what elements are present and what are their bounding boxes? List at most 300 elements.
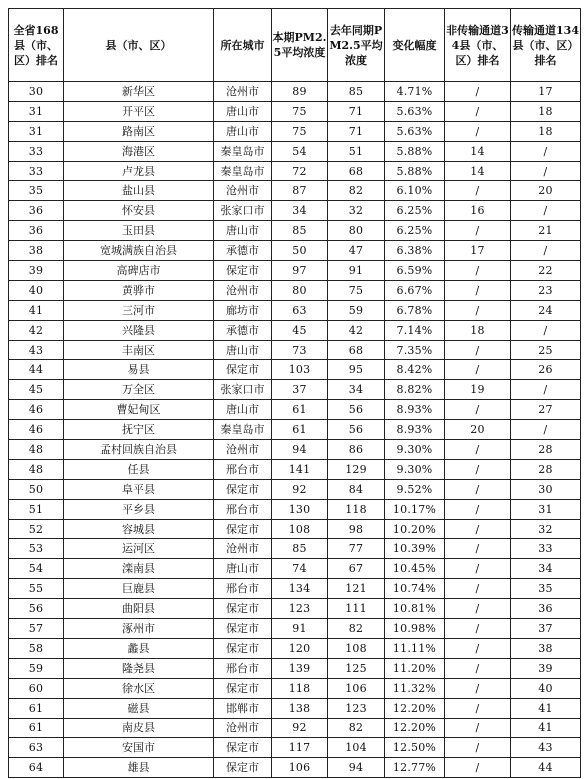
city-cell: 承德市 <box>214 320 272 340</box>
city-cell: 沧州市 <box>214 280 272 300</box>
non-channel-rank-cell: / <box>445 400 511 420</box>
non-channel-rank-cell: / <box>445 261 511 281</box>
county-cell: 高碑店市 <box>64 261 214 281</box>
current-pm25-cell: 130 <box>272 499 328 519</box>
non-channel-rank-cell: / <box>445 698 511 718</box>
current-pm25-cell: 97 <box>272 261 328 281</box>
current-pm25-cell: 117 <box>272 738 328 758</box>
channel-rank-cell: 41 <box>511 718 581 738</box>
table-row <box>9 400 581 420</box>
current-pm25-cell: 103 <box>272 360 328 380</box>
change-rate-cell: 7.14% <box>385 320 445 340</box>
current-pm25-cell: 108 <box>272 519 328 539</box>
channel-rank-cell: 21 <box>511 221 581 241</box>
city-cell: 保定市 <box>214 360 272 380</box>
rank-cell: 36 <box>9 221 64 241</box>
table-row <box>9 161 581 181</box>
current-pm25-cell: 94 <box>272 440 328 460</box>
city-cell: 沧州市 <box>214 82 272 102</box>
last-year-pm25-cell: 59 <box>328 300 385 320</box>
change-rate-cell: 6.67% <box>385 280 445 300</box>
table-row <box>9 241 581 261</box>
county-cell: 徐水区 <box>64 678 214 698</box>
non-channel-rank-cell: / <box>445 658 511 678</box>
city-cell: 秦皇岛市 <box>214 161 272 181</box>
current-pm25-cell: 92 <box>272 718 328 738</box>
change-rate-cell: 7.35% <box>385 340 445 360</box>
change-rate-cell: 12.50% <box>385 738 445 758</box>
rank-cell: 30 <box>9 82 64 102</box>
change-rate-cell: 10.39% <box>385 539 445 559</box>
table-row <box>9 181 581 201</box>
rank-cell: 61 <box>9 698 64 718</box>
current-pm25-cell: 34 <box>272 201 328 221</box>
column-header-current-pm25: 本期PM2.5平均浓度 <box>272 9 328 82</box>
non-channel-rank-cell: / <box>445 479 511 499</box>
city-cell: 张家口市 <box>214 201 272 221</box>
county-cell: 卢龙县 <box>64 161 214 181</box>
channel-rank-cell: / <box>511 320 581 340</box>
table-row <box>9 360 581 380</box>
county-cell: 玉田县 <box>64 221 214 241</box>
city-cell: 保定市 <box>214 678 272 698</box>
non-channel-rank-cell: 19 <box>445 380 511 400</box>
column-header-change-rate: 变化幅度 <box>385 9 445 82</box>
last-year-pm25-cell: 106 <box>328 678 385 698</box>
current-pm25-cell: 75 <box>272 121 328 141</box>
non-channel-rank-cell: / <box>445 619 511 639</box>
non-channel-rank-cell: / <box>445 280 511 300</box>
county-cell: 开平区 <box>64 101 214 121</box>
county-cell: 隆尧县 <box>64 658 214 678</box>
change-rate-cell: 10.98% <box>385 619 445 639</box>
current-pm25-cell: 141 <box>272 459 328 479</box>
last-year-pm25-cell: 71 <box>328 121 385 141</box>
channel-rank-cell: 27 <box>511 400 581 420</box>
last-year-pm25-cell: 82 <box>328 718 385 738</box>
non-channel-rank-cell: / <box>445 678 511 698</box>
non-channel-rank-cell: / <box>445 121 511 141</box>
change-rate-cell: 6.25% <box>385 221 445 241</box>
change-rate-cell: 10.17% <box>385 499 445 519</box>
current-pm25-cell: 123 <box>272 599 328 619</box>
city-cell: 沧州市 <box>214 539 272 559</box>
last-year-pm25-cell: 32 <box>328 201 385 221</box>
county-cell: 海港区 <box>64 141 214 161</box>
current-pm25-cell: 92 <box>272 479 328 499</box>
city-cell: 廊坊市 <box>214 300 272 320</box>
rank-cell: 63 <box>9 738 64 758</box>
non-channel-rank-cell: / <box>445 340 511 360</box>
table-row <box>9 539 581 559</box>
county-cell: 路南区 <box>64 121 214 141</box>
table-row <box>9 638 581 658</box>
city-cell: 邢台市 <box>214 658 272 678</box>
channel-rank-cell: 33 <box>511 539 581 559</box>
city-cell: 唐山市 <box>214 400 272 420</box>
change-rate-cell: 8.42% <box>385 360 445 380</box>
non-channel-rank-cell: / <box>445 519 511 539</box>
channel-rank-cell: 23 <box>511 280 581 300</box>
current-pm25-cell: 120 <box>272 638 328 658</box>
county-cell: 曲阳县 <box>64 599 214 619</box>
county-cell: 安国市 <box>64 738 214 758</box>
table-row <box>9 221 581 241</box>
change-rate-cell: 10.81% <box>385 599 445 619</box>
channel-rank-cell: 37 <box>511 619 581 639</box>
table-row <box>9 380 581 400</box>
rank-cell: 38 <box>9 241 64 261</box>
change-rate-cell: 6.25% <box>385 201 445 221</box>
county-cell: 阜平县 <box>64 479 214 499</box>
table-row <box>9 320 581 340</box>
last-year-pm25-cell: 71 <box>328 101 385 121</box>
channel-rank-cell: 41 <box>511 698 581 718</box>
rank-cell: 46 <box>9 420 64 440</box>
last-year-pm25-cell: 77 <box>328 539 385 559</box>
county-cell: 抚宁区 <box>64 420 214 440</box>
city-cell: 保定市 <box>214 619 272 639</box>
channel-rank-cell: 43 <box>511 738 581 758</box>
table-row <box>9 459 581 479</box>
non-channel-rank-cell: / <box>445 360 511 380</box>
city-cell: 邯郸市 <box>214 698 272 718</box>
county-cell: 万全区 <box>64 380 214 400</box>
county-cell: 丰南区 <box>64 340 214 360</box>
last-year-pm25-cell: 118 <box>328 499 385 519</box>
non-channel-rank-cell: / <box>445 300 511 320</box>
last-year-pm25-cell: 56 <box>328 400 385 420</box>
channel-rank-cell: / <box>511 141 581 161</box>
last-year-pm25-cell: 82 <box>328 619 385 639</box>
table-row <box>9 619 581 639</box>
change-rate-cell: 11.11% <box>385 638 445 658</box>
table-header-row <box>9 9 581 82</box>
non-channel-rank-cell: / <box>445 181 511 201</box>
channel-rank-cell: 40 <box>511 678 581 698</box>
city-cell: 保定市 <box>214 519 272 539</box>
city-cell: 秦皇岛市 <box>214 141 272 161</box>
channel-rank-cell: 25 <box>511 340 581 360</box>
non-channel-rank-cell: / <box>445 559 511 579</box>
change-rate-cell: 8.93% <box>385 400 445 420</box>
city-cell: 保定市 <box>214 758 272 778</box>
channel-rank-cell: / <box>511 201 581 221</box>
rank-cell: 42 <box>9 320 64 340</box>
last-year-pm25-cell: 123 <box>328 698 385 718</box>
rank-cell: 31 <box>9 121 64 141</box>
county-cell: 易县 <box>64 360 214 380</box>
table-row <box>9 141 581 161</box>
city-cell: 沧州市 <box>214 181 272 201</box>
non-channel-rank-cell: 16 <box>445 201 511 221</box>
rank-cell: 51 <box>9 499 64 519</box>
channel-rank-cell: 39 <box>511 658 581 678</box>
last-year-pm25-cell: 86 <box>328 440 385 460</box>
county-cell: 容城县 <box>64 519 214 539</box>
channel-rank-cell: 22 <box>511 261 581 281</box>
rank-cell: 55 <box>9 579 64 599</box>
rank-cell: 58 <box>9 638 64 658</box>
table-row <box>9 599 581 619</box>
table-row <box>9 479 581 499</box>
city-cell: 沧州市 <box>214 440 272 460</box>
current-pm25-cell: 45 <box>272 320 328 340</box>
column-header-city: 所在城市 <box>214 9 272 82</box>
city-cell: 承德市 <box>214 241 272 261</box>
table-row <box>9 758 581 778</box>
change-rate-cell: 8.93% <box>385 420 445 440</box>
channel-rank-cell: / <box>511 161 581 181</box>
channel-rank-cell: 18 <box>511 101 581 121</box>
channel-rank-cell: 35 <box>511 579 581 599</box>
channel-rank-cell: 31 <box>511 499 581 519</box>
city-cell: 唐山市 <box>214 101 272 121</box>
non-channel-rank-cell: / <box>445 82 511 102</box>
rank-cell: 44 <box>9 360 64 380</box>
rank-cell: 33 <box>9 141 64 161</box>
county-cell: 盐山县 <box>64 181 214 201</box>
channel-rank-cell: 26 <box>511 360 581 380</box>
channel-rank-cell: 34 <box>511 559 581 579</box>
last-year-pm25-cell: 51 <box>328 141 385 161</box>
county-cell: 新华区 <box>64 82 214 102</box>
non-channel-rank-cell: / <box>445 539 511 559</box>
county-cell: 巨鹿县 <box>64 579 214 599</box>
channel-rank-cell: 36 <box>511 599 581 619</box>
non-channel-rank-cell: 18 <box>445 320 511 340</box>
channel-rank-cell: 38 <box>511 638 581 658</box>
city-cell: 秦皇岛市 <box>214 420 272 440</box>
table-row <box>9 718 581 738</box>
rank-cell: 59 <box>9 658 64 678</box>
current-pm25-cell: 37 <box>272 380 328 400</box>
table-row <box>9 738 581 758</box>
table-row <box>9 101 581 121</box>
non-channel-rank-cell: / <box>445 579 511 599</box>
column-header-province-rank: 全省168县（市、区）排名 <box>9 9 64 82</box>
table-row <box>9 261 581 281</box>
last-year-pm25-cell: 108 <box>328 638 385 658</box>
last-year-pm25-cell: 82 <box>328 181 385 201</box>
non-channel-rank-cell: / <box>445 440 511 460</box>
city-cell: 邢台市 <box>214 579 272 599</box>
change-rate-cell: 4.71% <box>385 82 445 102</box>
county-cell: 三河市 <box>64 300 214 320</box>
city-cell: 唐山市 <box>214 559 272 579</box>
rank-cell: 41 <box>9 300 64 320</box>
rank-cell: 46 <box>9 400 64 420</box>
change-rate-cell: 11.32% <box>385 678 445 698</box>
change-rate-cell: 8.82% <box>385 380 445 400</box>
county-cell: 孟村回族自治县 <box>64 440 214 460</box>
city-cell: 邢台市 <box>214 499 272 519</box>
rank-cell: 54 <box>9 559 64 579</box>
county-cell: 任县 <box>64 459 214 479</box>
change-rate-cell: 9.30% <box>385 459 445 479</box>
table-row <box>9 519 581 539</box>
current-pm25-cell: 85 <box>272 539 328 559</box>
channel-rank-cell: / <box>511 380 581 400</box>
county-cell: 怀安县 <box>64 201 214 221</box>
county-cell: 涿州市 <box>64 619 214 639</box>
change-rate-cell: 10.45% <box>385 559 445 579</box>
county-cell: 黄骅市 <box>64 280 214 300</box>
change-rate-cell: 6.10% <box>385 181 445 201</box>
last-year-pm25-cell: 68 <box>328 340 385 360</box>
change-rate-cell: 12.20% <box>385 718 445 738</box>
channel-rank-cell: 28 <box>511 459 581 479</box>
non-channel-rank-cell: / <box>445 599 511 619</box>
last-year-pm25-cell: 95 <box>328 360 385 380</box>
last-year-pm25-cell: 75 <box>328 280 385 300</box>
rank-cell: 64 <box>9 758 64 778</box>
city-cell: 保定市 <box>214 479 272 499</box>
table-row <box>9 420 581 440</box>
current-pm25-cell: 91 <box>272 619 328 639</box>
rank-cell: 57 <box>9 619 64 639</box>
current-pm25-cell: 74 <box>272 559 328 579</box>
current-pm25-cell: 75 <box>272 101 328 121</box>
table-row <box>9 82 581 102</box>
last-year-pm25-cell: 68 <box>328 161 385 181</box>
column-header-non-channel-rank: 非传输通道34县（市、区）排名 <box>445 9 511 82</box>
last-year-pm25-cell: 91 <box>328 261 385 281</box>
county-cell: 雄县 <box>64 758 214 778</box>
rank-cell: 43 <box>9 340 64 360</box>
change-rate-cell: 6.78% <box>385 300 445 320</box>
city-cell: 保定市 <box>214 738 272 758</box>
county-cell: 滦南县 <box>64 559 214 579</box>
channel-rank-cell: 28 <box>511 440 581 460</box>
table-row <box>9 440 581 460</box>
non-channel-rank-cell: 17 <box>445 241 511 261</box>
current-pm25-cell: 85 <box>272 221 328 241</box>
county-cell: 曹妃甸区 <box>64 400 214 420</box>
current-pm25-cell: 134 <box>272 579 328 599</box>
non-channel-rank-cell: / <box>445 499 511 519</box>
current-pm25-cell: 80 <box>272 280 328 300</box>
county-cell: 南皮县 <box>64 718 214 738</box>
current-pm25-cell: 61 <box>272 420 328 440</box>
rank-cell: 61 <box>9 718 64 738</box>
non-channel-rank-cell: / <box>445 459 511 479</box>
current-pm25-cell: 139 <box>272 658 328 678</box>
rank-cell: 52 <box>9 519 64 539</box>
last-year-pm25-cell: 56 <box>328 420 385 440</box>
channel-rank-cell: 30 <box>511 479 581 499</box>
city-cell: 邢台市 <box>214 459 272 479</box>
current-pm25-cell: 63 <box>272 300 328 320</box>
rank-cell: 48 <box>9 459 64 479</box>
last-year-pm25-cell: 98 <box>328 519 385 539</box>
change-rate-cell: 9.30% <box>385 440 445 460</box>
channel-rank-cell: 24 <box>511 300 581 320</box>
current-pm25-cell: 54 <box>272 141 328 161</box>
county-cell: 磁县 <box>64 698 214 718</box>
change-rate-cell: 6.59% <box>385 261 445 281</box>
rank-cell: 39 <box>9 261 64 281</box>
non-channel-rank-cell: / <box>445 718 511 738</box>
county-cell: 兴隆县 <box>64 320 214 340</box>
table-row <box>9 340 581 360</box>
last-year-pm25-cell: 94 <box>328 758 385 778</box>
last-year-pm25-cell: 85 <box>328 82 385 102</box>
channel-rank-cell: 17 <box>511 82 581 102</box>
channel-rank-cell: 32 <box>511 519 581 539</box>
current-pm25-cell: 89 <box>272 82 328 102</box>
rank-cell: 40 <box>9 280 64 300</box>
last-year-pm25-cell: 42 <box>328 320 385 340</box>
rank-cell: 60 <box>9 678 64 698</box>
current-pm25-cell: 73 <box>272 340 328 360</box>
city-cell: 唐山市 <box>214 340 272 360</box>
rank-cell: 45 <box>9 380 64 400</box>
table-row <box>9 121 581 141</box>
county-cell: 宽城满族自治县 <box>64 241 214 261</box>
table-body <box>9 82 581 778</box>
county-cell: 平乡县 <box>64 499 214 519</box>
column-header-channel-rank: 传输通道134县（市、区）排名 <box>511 9 581 82</box>
column-header-last-year-pm25: 去年同期PM2.5平均浓度 <box>328 9 385 82</box>
change-rate-cell: 5.88% <box>385 161 445 181</box>
change-rate-cell: 6.38% <box>385 241 445 261</box>
change-rate-cell: 5.63% <box>385 121 445 141</box>
current-pm25-cell: 87 <box>272 181 328 201</box>
city-cell: 沧州市 <box>214 718 272 738</box>
last-year-pm25-cell: 67 <box>328 559 385 579</box>
channel-rank-cell: / <box>511 420 581 440</box>
non-channel-rank-cell: 14 <box>445 141 511 161</box>
current-pm25-cell: 138 <box>272 698 328 718</box>
county-cell: 运河区 <box>64 539 214 559</box>
city-cell: 保定市 <box>214 599 272 619</box>
change-rate-cell: 9.52% <box>385 479 445 499</box>
rank-cell: 48 <box>9 440 64 460</box>
last-year-pm25-cell: 84 <box>328 479 385 499</box>
table-row <box>9 280 581 300</box>
table-row <box>9 678 581 698</box>
last-year-pm25-cell: 80 <box>328 221 385 241</box>
change-rate-cell: 11.20% <box>385 658 445 678</box>
city-cell: 唐山市 <box>214 121 272 141</box>
non-channel-rank-cell: 14 <box>445 161 511 181</box>
non-channel-rank-cell: 20 <box>445 420 511 440</box>
non-channel-rank-cell: / <box>445 738 511 758</box>
last-year-pm25-cell: 129 <box>328 459 385 479</box>
current-pm25-cell: 61 <box>272 400 328 420</box>
pm25-ranking-table <box>8 8 581 778</box>
last-year-pm25-cell: 104 <box>328 738 385 758</box>
rank-cell: 50 <box>9 479 64 499</box>
change-rate-cell: 12.77% <box>385 758 445 778</box>
non-channel-rank-cell: / <box>445 638 511 658</box>
non-channel-rank-cell: / <box>445 221 511 241</box>
table-row <box>9 658 581 678</box>
last-year-pm25-cell: 111 <box>328 599 385 619</box>
channel-rank-cell: 44 <box>511 758 581 778</box>
rank-cell: 33 <box>9 161 64 181</box>
channel-rank-cell: / <box>511 241 581 261</box>
non-channel-rank-cell: / <box>445 101 511 121</box>
change-rate-cell: 10.20% <box>385 519 445 539</box>
city-cell: 保定市 <box>214 261 272 281</box>
change-rate-cell: 5.63% <box>385 101 445 121</box>
table-row <box>9 559 581 579</box>
rank-cell: 31 <box>9 101 64 121</box>
city-cell: 张家口市 <box>214 380 272 400</box>
rank-cell: 35 <box>9 181 64 201</box>
